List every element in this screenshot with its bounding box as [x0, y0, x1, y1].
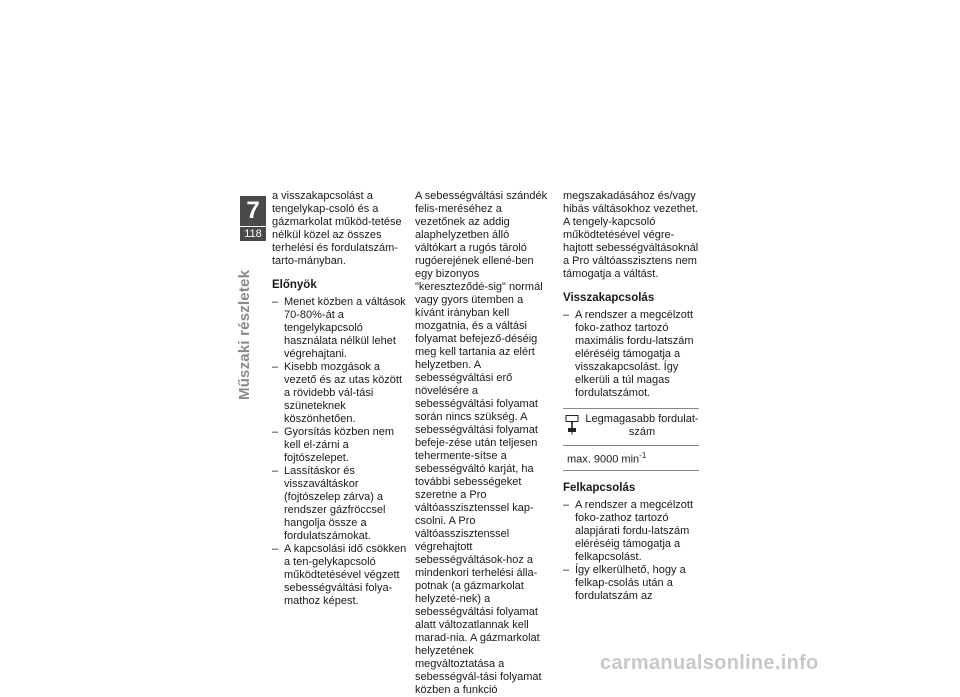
- column-2: [415, 190, 551, 697]
- upshift-list: [563, 499, 699, 603]
- spec-value-row: [563, 445, 699, 470]
- spec-label: Legmagasabb fordulat-szám: [585, 413, 699, 438]
- list-item: – Kisebb mozgások a vezető és az utas között a rövidebb vál-tási szüneteknek köszönhetően.: [272, 361, 408, 426]
- list-item: – Lassításkor és visszaváltáskor (fojtószelep zárva) a rendszer gázfröccsel hangolja össze a fordulatszámokat.: [272, 465, 408, 543]
- section-heading-felkapcsolas: Felkapcsolás: [563, 481, 636, 494]
- list-item: – Gyorsítás közben nem kell el-zárni a fojtószelepet.: [272, 426, 408, 465]
- advantages-list: [272, 296, 408, 608]
- list-item: – A rendszer a megcélzott foko-zathoz tartozó maximális fordu-latszám eléréséig támogatja a visszakapcsolást. Így elkerüli a túl magas fordulatszámot.: [563, 309, 699, 400]
- page-number: 118: [240, 226, 266, 241]
- chapter-tab: [240, 196, 266, 240]
- downshift-list: [563, 309, 699, 400]
- list-item: – Menet közben a váltások 70-80%-át a tengelykapcsoló használata nélkül lehet végrehajtani.: [272, 296, 408, 361]
- intro-paragraph: a visszakapcsolást a tengelykap-csoló és a gázmarkolat működ-tetése nélkül közel az összes terhelési és fordulatszám-tarto-mányban.: [272, 190, 402, 267]
- section-heading-visszakapcsolas: Visszakapcsolás: [563, 292, 655, 304]
- spec-box: [563, 408, 699, 471]
- spec-unit-exponent: -1: [639, 451, 647, 460]
- watermark: carmanualsonline.info: [600, 652, 819, 674]
- section-heading-elonyok: Előnyök: [272, 279, 317, 291]
- technical-data-icon: [563, 413, 585, 439]
- body-paragraph: A sebességváltási szándék felis-meréséhez a vezetőnek az addig alaphelyzetben álló váltókart a rugós tároló rugóerejének ellené-ben egy bizonyos "kereszteződé-sig" normál vagy gyors ütemben a kívánt irányban kell mozgatnia, és a váltási folyamat befejező-déséig meg kell tartania az elért helyzetben. A sebességváltási erő növelésére a sebességváltási folyamat során nincs szükség. A sebességváltási folyamat befeje-zése után teljesen tehermente-sítse a sebességváltó karját, ha további sebességeket szeretne a Pro váltóasszisztenssel kap-csolni. A Pro váltóasszisztenssel végrehajtott sebességváltások-hoz a mindenkori terhelési álla-potnak (a gázmarkolat helyzeté-nek) a sebességváltási folyamat alatt változatlannak kell marad-nia. A gázmarkolat helyzetének megváltoztatása a sebességvál-tási folyamat közben a funkció: [415, 190, 548, 696]
- list-item: – Így elkerülhető, hogy a felkap-csolás után a fordulatszám az: [563, 564, 699, 603]
- column-1: [272, 190, 408, 608]
- spec-value: max. 9000 min: [567, 453, 640, 466]
- column-3: [563, 190, 699, 603]
- list-item: – A rendszer a megcélzott foko-zathoz tartozó alapjárati fordu-latszám eléréséig támogatja a felkapcsolást.: [563, 499, 699, 564]
- chapter-title: Műszaki részletek: [236, 269, 253, 400]
- list-item: – A kapcsolási idő csökken a ten-gelykapcsoló működtetésével végzett sebességváltási folya-mathoz képest.: [272, 543, 408, 608]
- chapter-number: 7: [240, 196, 266, 226]
- continuation-paragraph: megszakadásához és/vagy hibás váltásokhoz vezethet. A tengely-kapcsoló működtetésével végre-hajtott sebességváltásoknál a Pro váltóasszisztens nem támogatja a váltást.: [563, 190, 699, 280]
